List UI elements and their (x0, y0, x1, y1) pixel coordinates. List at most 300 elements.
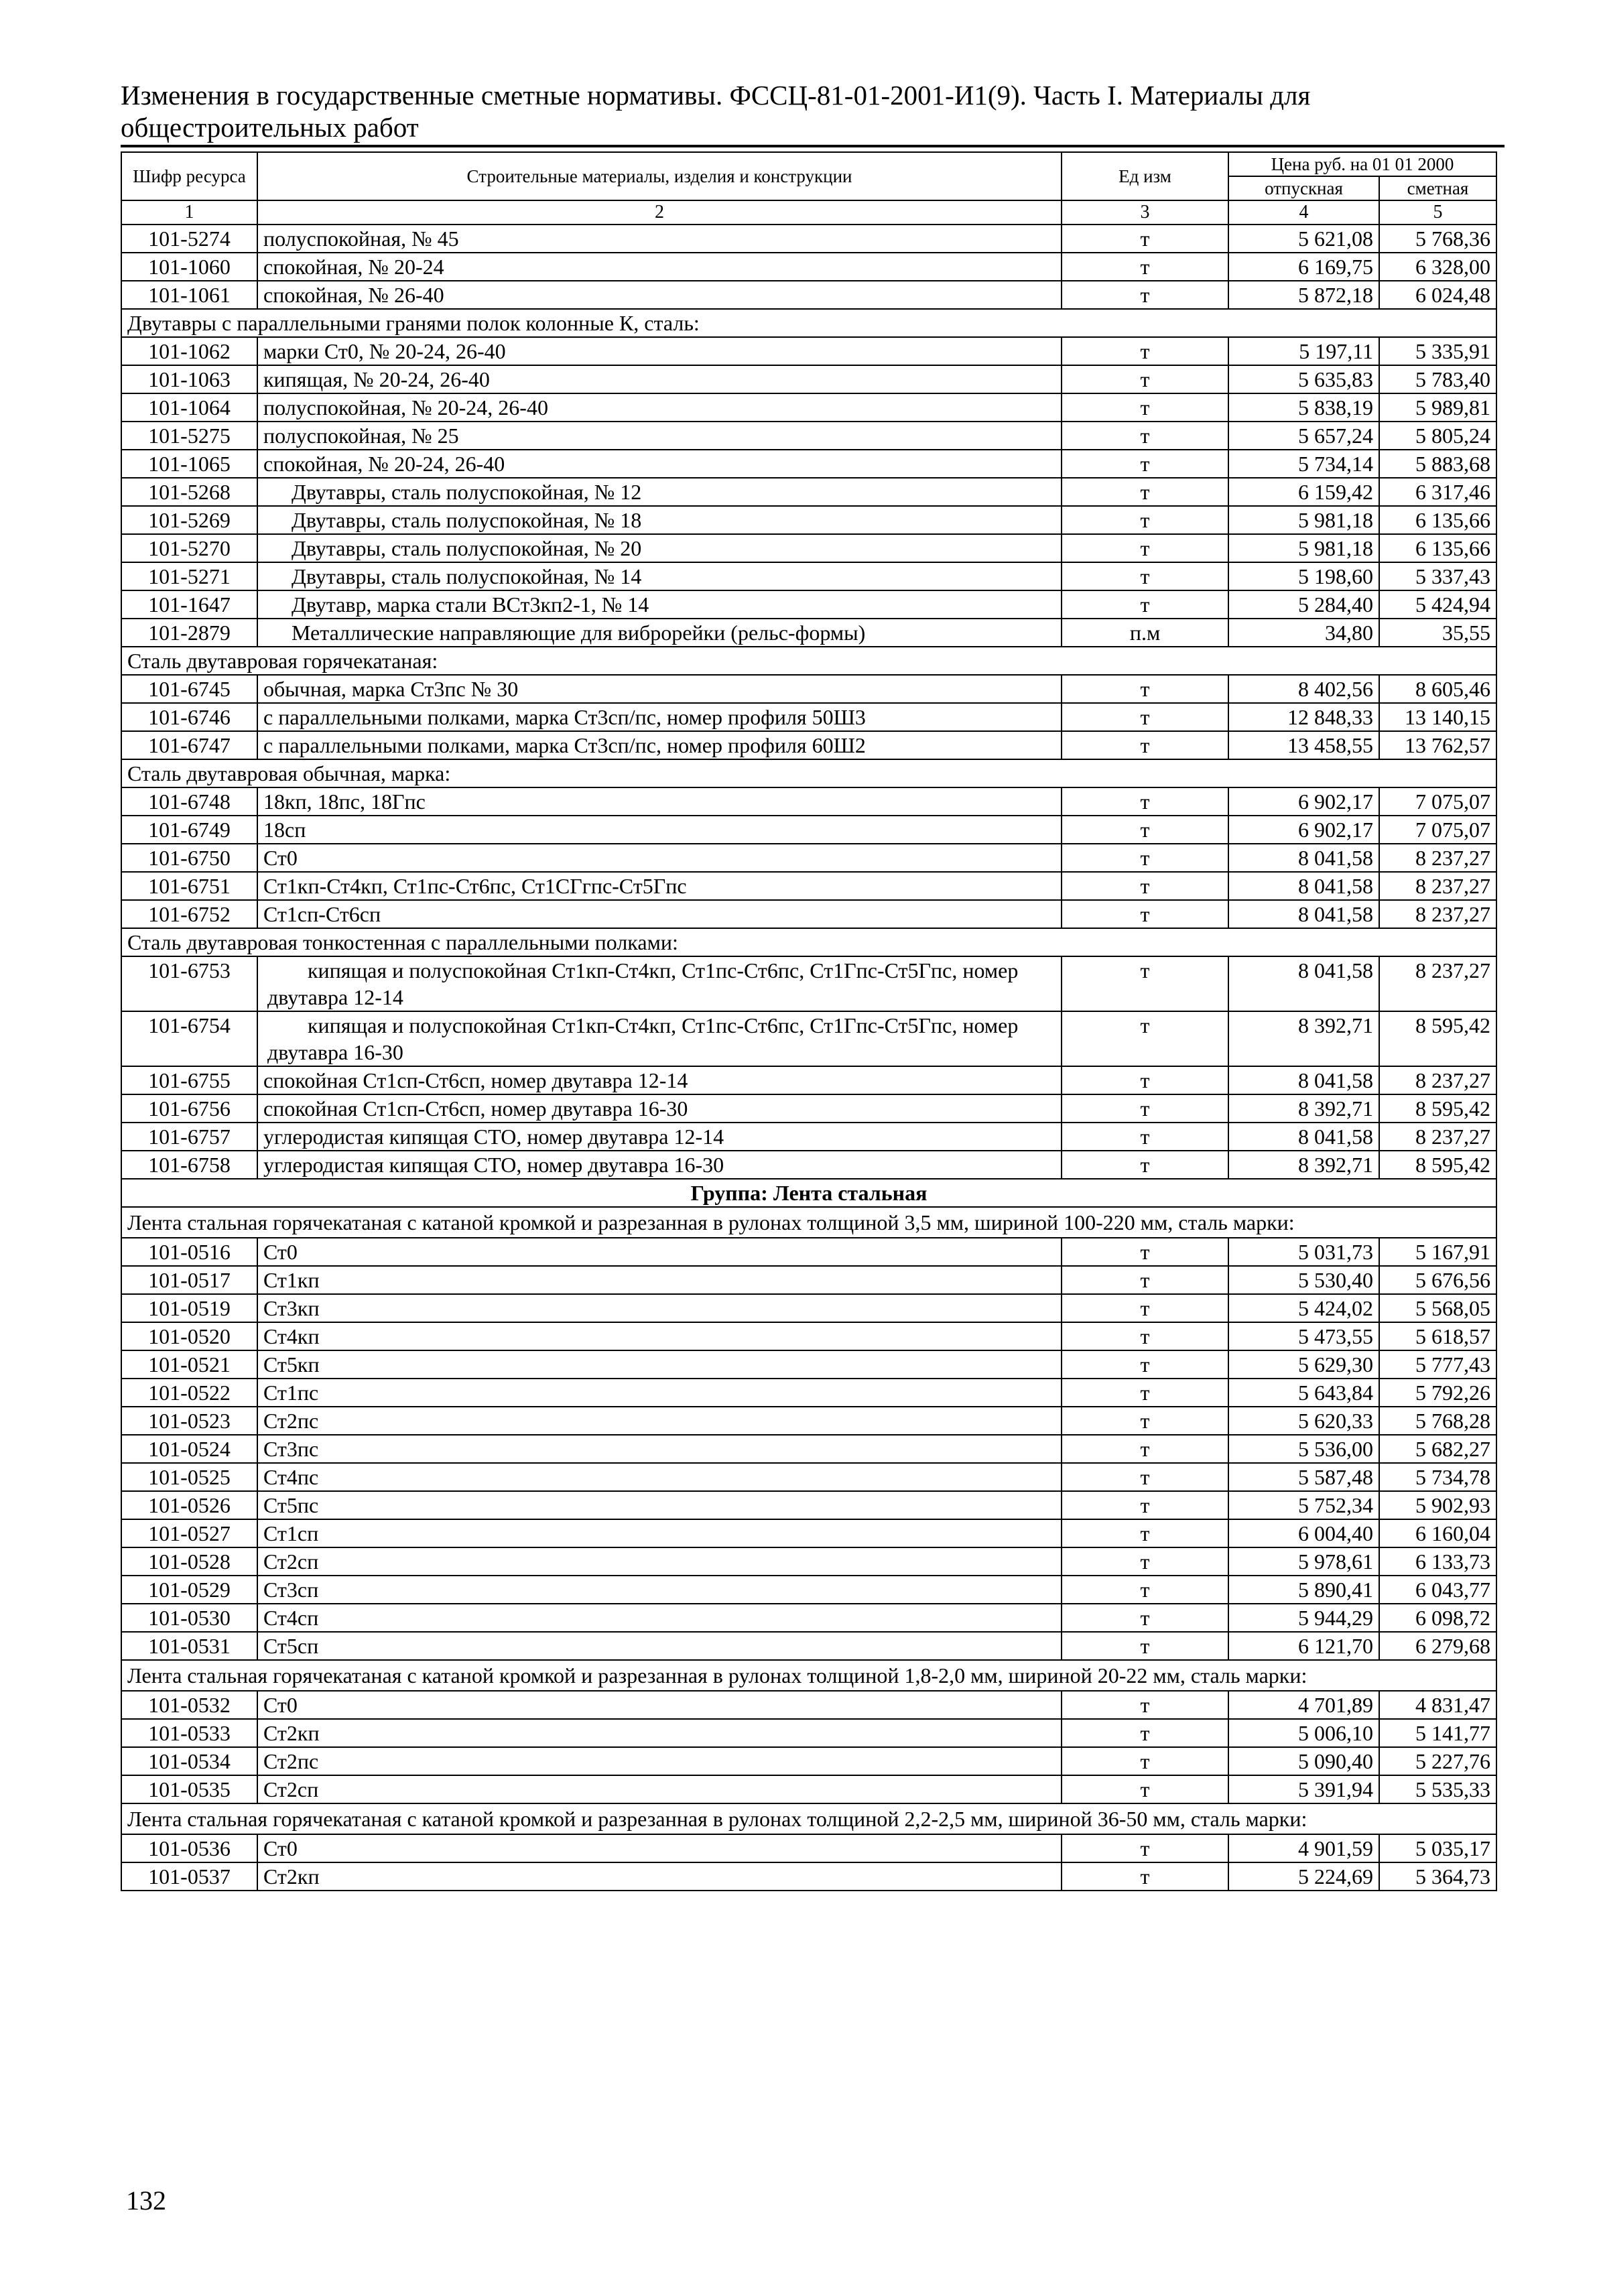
estimate-price: 5 568,05 (1379, 1294, 1496, 1322)
resource-code: 101-0534 (121, 1747, 257, 1775)
section-heading-row (121, 309, 1496, 337)
wholesale-price: 5 734,14 (1228, 450, 1379, 478)
estimate-price: 8 237,27 (1379, 1066, 1496, 1094)
table-row (121, 1011, 1496, 1066)
material-name: Двутавры, сталь полуспокойная, № 12 (257, 478, 1062, 506)
material-name: с параллельными полками, марка Ст3сп/пс, номер профиля 50Ш3 (257, 703, 1062, 731)
page-header: Изменения в государственные сметные нормативы. ФССЦ-81-01-2001-И1(9). Часть I. Материалы для общестроительных работ (121, 80, 1311, 143)
estimate-price: 5 337,43 (1379, 562, 1496, 590)
table-row (121, 787, 1496, 816)
estimate-price: 5 734,78 (1379, 1463, 1496, 1491)
table-row (121, 281, 1496, 309)
material-name: Ст4сп (257, 1604, 1062, 1632)
wholesale-price: 8 392,71 (1228, 1094, 1379, 1123)
unit-of-measure: т (1062, 1775, 1228, 1803)
resource-code: 101-6746 (121, 703, 257, 731)
estimate-price: 5 227,76 (1379, 1747, 1496, 1775)
wholesale-price: 5 473,55 (1228, 1322, 1379, 1350)
estimate-price: 8 237,27 (1379, 844, 1496, 872)
section-heading-row (121, 647, 1496, 675)
material-name: с параллельными полками, марка Ст3сп/пс, номер профиля 60Ш2 (257, 731, 1062, 759)
estimate-price: 6 133,73 (1379, 1547, 1496, 1576)
unit-of-measure: т (1062, 450, 1228, 478)
unit-of-measure: т (1062, 1519, 1228, 1547)
wholesale-price: 5 643,84 (1228, 1379, 1379, 1407)
estimate-price: 5 335,91 (1379, 337, 1496, 365)
resource-code: 101-0519 (121, 1294, 257, 1322)
section-heading-row (121, 1803, 1496, 1834)
section-heading-row (121, 1207, 1496, 1238)
table-row (121, 1151, 1496, 1179)
material-name: Двутавр, марка стали ВСт3кп2-1, № 14 (257, 590, 1062, 619)
material-name: Ст1кп (257, 1266, 1062, 1294)
unit-of-measure: т (1062, 844, 1228, 872)
column-header-price: Цена руб. на 01 01 2000 (1228, 152, 1496, 176)
unit-of-measure: т (1062, 1011, 1228, 1066)
resource-code: 101-6749 (121, 816, 257, 844)
unit-of-measure: т (1062, 506, 1228, 534)
wholesale-price: 12 848,33 (1228, 703, 1379, 731)
material-name: кипящая и полуспокойная Ст1кп-Ст4кп, Ст1пс-Ст6пс, Ст1Гпс-Ст5Гпс, номер двутавра 16-30 (257, 1011, 1062, 1066)
estimate-price: 8 237,27 (1379, 872, 1496, 900)
unit-of-measure: т (1062, 1407, 1228, 1435)
table-row (121, 1519, 1496, 1547)
resource-code: 101-6753 (121, 956, 257, 1011)
material-name: Ст4пс (257, 1463, 1062, 1491)
table-row (121, 1238, 1496, 1266)
unit-of-measure: т (1062, 225, 1228, 253)
resource-code: 101-0525 (121, 1463, 257, 1491)
table-row (121, 703, 1496, 731)
estimate-price: 8 237,27 (1379, 1123, 1496, 1151)
section-heading-row (121, 759, 1496, 787)
wholesale-price: 5 197,11 (1228, 337, 1379, 365)
wholesale-price: 5 424,02 (1228, 1294, 1379, 1322)
estimate-price: 5 618,57 (1379, 1322, 1496, 1350)
table-row (121, 534, 1496, 562)
material-name: полуспокойная, № 25 (257, 422, 1062, 450)
material-name: спокойная Ст1сп-Ст6сп, номер двутавра 16-30 (257, 1094, 1062, 1123)
resource-code: 101-1647 (121, 590, 257, 619)
wholesale-price: 5 621,08 (1228, 225, 1379, 253)
column-header-code: Шифр ресурса (121, 152, 257, 200)
unit-of-measure: т (1062, 590, 1228, 619)
resource-code: 101-0516 (121, 1238, 257, 1266)
unit-of-measure: т (1062, 1094, 1228, 1123)
unit-of-measure: т (1062, 1123, 1228, 1151)
material-name: полуспокойная, № 20-24, 26-40 (257, 393, 1062, 422)
wholesale-price: 8 392,71 (1228, 1011, 1379, 1066)
wholesale-price: 5 198,60 (1228, 562, 1379, 590)
table-row (121, 1123, 1496, 1151)
wholesale-price: 34,80 (1228, 619, 1379, 647)
estimate-price: 13 762,57 (1379, 731, 1496, 759)
table-row (121, 619, 1496, 647)
estimate-price: 5 535,33 (1379, 1775, 1496, 1803)
unit-of-measure: п.м (1062, 619, 1228, 647)
unit-of-measure: т (1062, 675, 1228, 703)
table-row (121, 1576, 1496, 1604)
resource-code: 101-0521 (121, 1350, 257, 1379)
column-number: 3 (1062, 200, 1228, 225)
unit-of-measure: т (1062, 1463, 1228, 1491)
resource-code: 101-0535 (121, 1775, 257, 1803)
estimate-price: 5 424,94 (1379, 590, 1496, 619)
page-number: 132 (126, 2185, 166, 2216)
unit-of-measure: т (1062, 534, 1228, 562)
table-row (121, 225, 1496, 253)
resource-code: 101-0537 (121, 1862, 257, 1891)
material-name: Ст1кп-Ст4кп, Ст1пс-Ст6пс, Ст1СГгпс-Ст5Гпс (257, 872, 1062, 900)
material-name: Двутавры, сталь полуспокойная, № 18 (257, 506, 1062, 534)
resource-code: 101-0533 (121, 1719, 257, 1747)
estimate-price: 8 237,27 (1379, 900, 1496, 928)
resource-code: 101-6747 (121, 731, 257, 759)
wholesale-price: 5 536,00 (1228, 1435, 1379, 1463)
unit-of-measure: т (1062, 337, 1228, 365)
section-heading: Двутавры с параллельными гранями полок колонные К, сталь: (121, 309, 1496, 337)
unit-of-measure: т (1062, 1632, 1228, 1660)
material-name: спокойная, № 20-24, 26-40 (257, 450, 1062, 478)
table-row (121, 1691, 1496, 1719)
column-number: 2 (257, 200, 1062, 225)
resource-code: 101-0528 (121, 1547, 257, 1576)
resource-code: 101-0522 (121, 1379, 257, 1407)
material-name: Ст2кп (257, 1719, 1062, 1747)
resource-code: 101-1064 (121, 393, 257, 422)
resource-code: 101-5275 (121, 422, 257, 450)
wholesale-price: 5 391,94 (1228, 1775, 1379, 1803)
material-name: кипящая и полуспокойная Ст1кп-Ст4кп, Ст1пс-Ст6пс, Ст1Гпс-Ст5Гпс, номер двутавра 12-14 (257, 956, 1062, 1011)
estimate-price: 5 167,91 (1379, 1238, 1496, 1266)
column-header-unit: Ед изм (1062, 152, 1228, 200)
wholesale-price: 5 838,19 (1228, 393, 1379, 422)
unit-of-measure: т (1062, 1491, 1228, 1519)
group-heading: Группа: Лента стальная (121, 1179, 1496, 1207)
section-heading-row (121, 1660, 1496, 1691)
estimate-price: 6 098,72 (1379, 1604, 1496, 1632)
estimate-price: 6 160,04 (1379, 1519, 1496, 1547)
estimate-price: 8 237,27 (1379, 956, 1496, 1011)
resource-code: 101-0530 (121, 1604, 257, 1632)
estimate-price: 6 043,77 (1379, 1576, 1496, 1604)
resource-code: 101-6758 (121, 1151, 257, 1179)
wholesale-price: 8 041,58 (1228, 900, 1379, 928)
table-row (121, 253, 1496, 281)
resource-code: 101-6745 (121, 675, 257, 703)
column-number: 4 (1228, 200, 1379, 225)
unit-of-measure: т (1062, 872, 1228, 900)
estimate-price: 5 783,40 (1379, 365, 1496, 393)
wholesale-price: 4 701,89 (1228, 1691, 1379, 1719)
wholesale-price: 4 901,59 (1228, 1834, 1379, 1862)
table-row (121, 1719, 1496, 1747)
material-name: Ст1сп-Ст6сп (257, 900, 1062, 928)
wholesale-price: 5 635,83 (1228, 365, 1379, 393)
estimate-price: 5 883,68 (1379, 450, 1496, 478)
resource-code: 101-0527 (121, 1519, 257, 1547)
unit-of-measure: т (1062, 1066, 1228, 1094)
table-header-row (121, 152, 1496, 176)
unit-of-measure: т (1062, 703, 1228, 731)
material-name: углеродистая кипящая СТО, номер двутавра 12-14 (257, 1123, 1062, 1151)
wholesale-price: 5 978,61 (1228, 1547, 1379, 1576)
unit-of-measure: т (1062, 1350, 1228, 1379)
table-row (121, 590, 1496, 619)
table-row (121, 365, 1496, 393)
table-row (121, 1747, 1496, 1775)
estimate-price: 5 035,17 (1379, 1834, 1496, 1862)
material-name: Ст4кп (257, 1322, 1062, 1350)
column-header-estimate: сметная (1379, 176, 1496, 200)
unit-of-measure: т (1062, 1604, 1228, 1632)
estimate-price: 5 989,81 (1379, 393, 1496, 422)
material-name: полуспокойная, № 45 (257, 225, 1062, 253)
resource-code: 101-0531 (121, 1632, 257, 1660)
wholesale-price: 8 041,58 (1228, 872, 1379, 900)
materials-price-table (121, 151, 1497, 1891)
wholesale-price: 5 629,30 (1228, 1350, 1379, 1379)
wholesale-price: 8 041,58 (1228, 1066, 1379, 1094)
table-row (121, 422, 1496, 450)
wholesale-price: 5 872,18 (1228, 281, 1379, 309)
wholesale-price: 6 169,75 (1228, 253, 1379, 281)
wholesale-price: 5 620,33 (1228, 1407, 1379, 1435)
wholesale-price: 5 752,34 (1228, 1491, 1379, 1519)
wholesale-price: 5 530,40 (1228, 1266, 1379, 1294)
table-row (121, 1862, 1496, 1891)
unit-of-measure: т (1062, 365, 1228, 393)
estimate-price: 5 902,93 (1379, 1491, 1496, 1519)
resource-code: 101-0536 (121, 1834, 257, 1862)
material-name: Ст3сп (257, 1576, 1062, 1604)
estimate-price: 6 135,66 (1379, 506, 1496, 534)
resource-code: 101-6754 (121, 1011, 257, 1066)
table-row (121, 1463, 1496, 1491)
unit-of-measure: т (1062, 1862, 1228, 1891)
table-row (121, 478, 1496, 506)
wholesale-price: 6 159,42 (1228, 478, 1379, 506)
table-row (121, 450, 1496, 478)
wholesale-price: 5 981,18 (1228, 534, 1379, 562)
table-row (121, 506, 1496, 534)
column-number: 5 (1379, 200, 1496, 225)
table-row (121, 872, 1496, 900)
estimate-price: 5 768,36 (1379, 225, 1496, 253)
table-row (121, 1379, 1496, 1407)
estimate-price: 8 595,42 (1379, 1094, 1496, 1123)
table-row (121, 1407, 1496, 1435)
resource-code: 101-0517 (121, 1266, 257, 1294)
unit-of-measure: т (1062, 900, 1228, 928)
resource-code: 101-0520 (121, 1322, 257, 1350)
table-row (121, 1294, 1496, 1322)
unit-of-measure: т (1062, 1691, 1228, 1719)
estimate-price: 5 676,56 (1379, 1266, 1496, 1294)
material-name: Двутавры, сталь полуспокойная, № 14 (257, 562, 1062, 590)
material-name: Металлические направляющие для виброрейки (рельс-формы) (257, 619, 1062, 647)
table-row (121, 956, 1496, 1011)
unit-of-measure: т (1062, 816, 1228, 844)
wholesale-price: 8 041,58 (1228, 844, 1379, 872)
wholesale-price: 8 041,58 (1228, 956, 1379, 1011)
unit-of-measure: т (1062, 1834, 1228, 1862)
resource-code: 101-1062 (121, 337, 257, 365)
estimate-price: 7 075,07 (1379, 787, 1496, 816)
resource-code: 101-5270 (121, 534, 257, 562)
estimate-price: 8 605,46 (1379, 675, 1496, 703)
material-name: Ст2сп (257, 1547, 1062, 1576)
wholesale-price: 6 004,40 (1228, 1519, 1379, 1547)
estimate-price: 6 279,68 (1379, 1632, 1496, 1660)
group-heading-row (121, 1179, 1496, 1207)
estimate-price: 7 075,07 (1379, 816, 1496, 844)
estimate-price: 5 364,73 (1379, 1862, 1496, 1891)
material-name: 18кп, 18пс, 18Гпс (257, 787, 1062, 816)
material-name: Ст0 (257, 1834, 1062, 1862)
estimate-price: 6 317,46 (1379, 478, 1496, 506)
wholesale-price: 5 587,48 (1228, 1463, 1379, 1491)
unit-of-measure: т (1062, 281, 1228, 309)
estimate-price: 35,55 (1379, 619, 1496, 647)
resource-code: 101-1063 (121, 365, 257, 393)
wholesale-price: 5 224,69 (1228, 1862, 1379, 1891)
material-name: Ст5пс (257, 1491, 1062, 1519)
material-name: Ст0 (257, 844, 1062, 872)
unit-of-measure: т (1062, 1747, 1228, 1775)
section-heading: Лента стальная горячекатаная с катаной кромкой и разрезанная в рулонах толщиной 3,5 мм, шириной 100-220 мм, сталь марки: (121, 1207, 1496, 1238)
resource-code: 101-1060 (121, 253, 257, 281)
wholesale-price: 8 392,71 (1228, 1151, 1379, 1179)
estimate-price: 8 595,42 (1379, 1151, 1496, 1179)
resource-code: 101-6752 (121, 900, 257, 928)
resource-code: 101-5268 (121, 478, 257, 506)
table-row (121, 1604, 1496, 1632)
estimate-price: 5 682,27 (1379, 1435, 1496, 1463)
unit-of-measure: т (1062, 787, 1228, 816)
material-name: обычная, марка Ст3пс № 30 (257, 675, 1062, 703)
material-name: Ст2пс (257, 1407, 1062, 1435)
table-row (121, 1775, 1496, 1803)
wholesale-price: 6 902,17 (1228, 816, 1379, 844)
unit-of-measure: т (1062, 1576, 1228, 1604)
estimate-price: 5 777,43 (1379, 1350, 1496, 1379)
material-name: кипящая, № 20-24, 26-40 (257, 365, 1062, 393)
resource-code: 101-0529 (121, 1576, 257, 1604)
estimate-price: 8 595,42 (1379, 1011, 1496, 1066)
unit-of-measure: т (1062, 956, 1228, 1011)
resource-code: 101-0532 (121, 1691, 257, 1719)
column-header-wholesale: отпускная (1228, 176, 1379, 200)
wholesale-price: 5 284,40 (1228, 590, 1379, 619)
resource-code: 101-5269 (121, 506, 257, 534)
unit-of-measure: т (1062, 253, 1228, 281)
material-name: углеродистая кипящая СТО, номер двутавра 16-30 (257, 1151, 1062, 1179)
table-row (121, 562, 1496, 590)
wholesale-price: 5 090,40 (1228, 1747, 1379, 1775)
material-name: Ст0 (257, 1691, 1062, 1719)
table-row (121, 900, 1496, 928)
section-heading: Сталь двутавровая обычная, марка: (121, 759, 1496, 787)
material-name: спокойная, № 26-40 (257, 281, 1062, 309)
header-divider (121, 145, 1505, 147)
section-heading: Сталь двутавровая тонкостенная с параллельными полками: (121, 928, 1496, 956)
material-name: Ст0 (257, 1238, 1062, 1266)
section-heading-row (121, 928, 1496, 956)
table-row (121, 393, 1496, 422)
table-row (121, 844, 1496, 872)
estimate-price: 5 805,24 (1379, 422, 1496, 450)
resource-code: 101-6757 (121, 1123, 257, 1151)
resource-code: 101-0526 (121, 1491, 257, 1519)
resource-code: 101-6751 (121, 872, 257, 900)
resource-code: 101-0523 (121, 1407, 257, 1435)
table-body (121, 152, 1496, 1891)
material-name: Ст2кп (257, 1862, 1062, 1891)
wholesale-price: 5 890,41 (1228, 1576, 1379, 1604)
table-row (121, 1491, 1496, 1519)
unit-of-measure: т (1062, 1322, 1228, 1350)
unit-of-measure: т (1062, 1379, 1228, 1407)
section-heading: Сталь двутавровая горячекатаная: (121, 647, 1496, 675)
column-number-row (121, 200, 1496, 225)
material-name: спокойная Ст1сп-Ст6сп, номер двутавра 12-14 (257, 1066, 1062, 1094)
wholesale-price: 5 981,18 (1228, 506, 1379, 534)
wholesale-price: 5 006,10 (1228, 1719, 1379, 1747)
table-row (121, 816, 1496, 844)
section-heading: Лента стальная горячекатаная с катаной кромкой и разрезанная в рулонах толщиной 1,8-2,0 мм, шириной 20-22 мм, сталь марки: (121, 1660, 1496, 1691)
resource-code: 101-5271 (121, 562, 257, 590)
material-name: Ст3пс (257, 1435, 1062, 1463)
section-heading: Лента стальная горячекатаная с катаной кромкой и разрезанная в рулонах толщиной 2,2-2,5 мм, шириной 36-50 мм, сталь марки: (121, 1803, 1496, 1834)
table-row (121, 1435, 1496, 1463)
table-row (121, 1834, 1496, 1862)
resource-code: 101-6755 (121, 1066, 257, 1094)
resource-code: 101-2879 (121, 619, 257, 647)
unit-of-measure: т (1062, 422, 1228, 450)
table-row (121, 675, 1496, 703)
wholesale-price: 5 944,29 (1228, 1604, 1379, 1632)
unit-of-measure: т (1062, 1294, 1228, 1322)
table-row (121, 731, 1496, 759)
unit-of-measure: т (1062, 1151, 1228, 1179)
estimate-price: 5 792,26 (1379, 1379, 1496, 1407)
table-row (121, 1094, 1496, 1123)
material-name: Ст1сп (257, 1519, 1062, 1547)
material-name: Ст5сп (257, 1632, 1062, 1660)
unit-of-measure: т (1062, 562, 1228, 590)
wholesale-price: 5 031,73 (1228, 1238, 1379, 1266)
unit-of-measure: т (1062, 478, 1228, 506)
material-name: 18сп (257, 816, 1062, 844)
unit-of-measure: т (1062, 393, 1228, 422)
estimate-price: 6 024,48 (1379, 281, 1496, 309)
unit-of-measure: т (1062, 1719, 1228, 1747)
resource-code: 101-1065 (121, 450, 257, 478)
estimate-price: 5 141,77 (1379, 1719, 1496, 1747)
unit-of-measure: т (1062, 1547, 1228, 1576)
resource-code: 101-6756 (121, 1094, 257, 1123)
wholesale-price: 13 458,55 (1228, 731, 1379, 759)
resource-code: 101-6748 (121, 787, 257, 816)
table-row (121, 1632, 1496, 1660)
estimate-price: 13 140,15 (1379, 703, 1496, 731)
resource-code: 101-5274 (121, 225, 257, 253)
table-row (121, 337, 1496, 365)
estimate-price: 6 135,66 (1379, 534, 1496, 562)
material-name: Ст2сп (257, 1775, 1062, 1803)
resource-code: 101-6750 (121, 844, 257, 872)
